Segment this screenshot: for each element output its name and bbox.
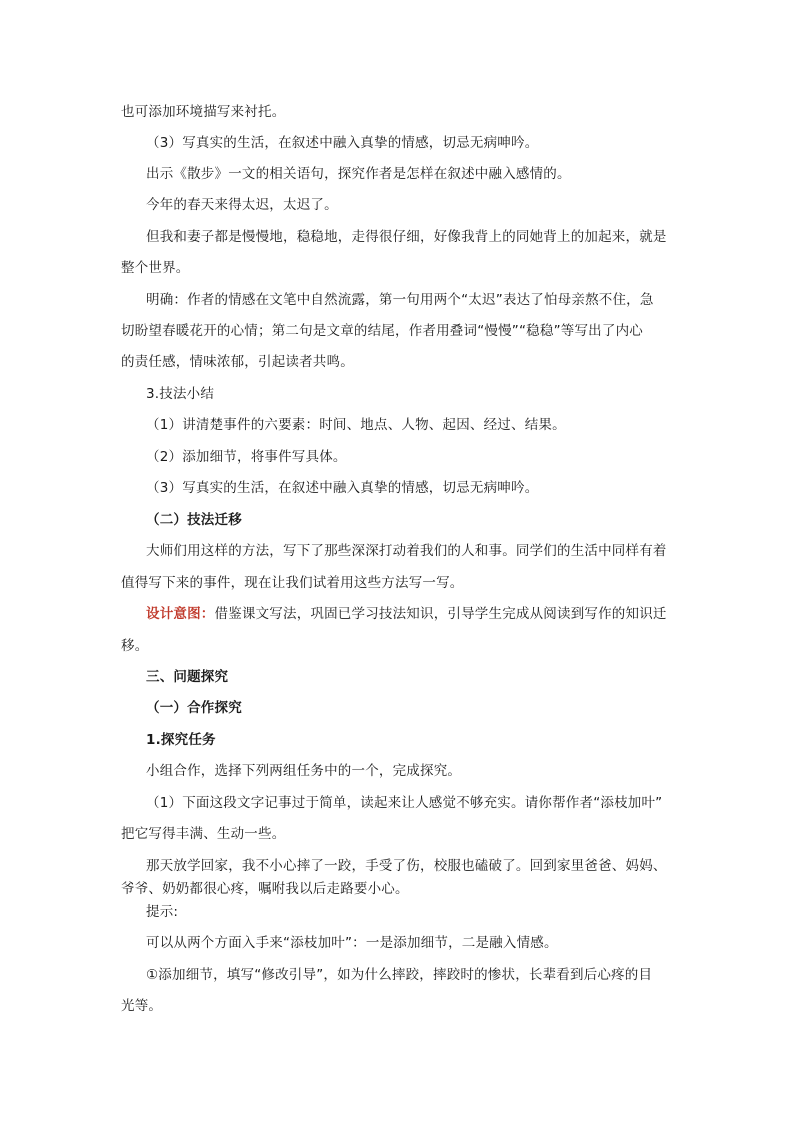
paragraph-line: ①添加细节，填写“修改引导”，如为什么摔跤，摔跤时的惨状，长辈看到后心疼的目 — [146, 967, 653, 983]
paragraph-line: 提示: — [146, 904, 179, 920]
paragraph-line: 出示《散步》一文的相关语句，探究作者是怎样在叙述中融入感情的。 — [146, 166, 571, 182]
quote-line: 那天放学回家，我不小心摔了一跤，手受了伤，校服也磕破了。回到家里爸爸、妈妈、 — [146, 858, 667, 874]
paragraph-line: 光等。 — [121, 998, 163, 1014]
design-intent-text: 借鉴课文写法，巩固已学习技法知识，引导学生完成从阅读到写作的知识迁 — [214, 606, 667, 622]
paragraph-line: （2）添加细节，将事件写具体。 — [146, 449, 347, 465]
quote-line: 爷爷、奶奶都很心疼，嘱咐我以后走路要小心。 — [121, 881, 409, 897]
quote-line: 但我和妻子都是慢慢地，稳稳地，走得很仔细，好像我背上的同她背上的加起来，就是 — [146, 229, 667, 245]
paragraph-line — [146, 605, 667, 623]
paragraph-line: 的责任感，情味浓郁，引起读者共鸣。 — [121, 354, 354, 370]
paragraph-line: （3）写真实的生活，在叙述中融入真挚的情感，切忌无病呻吟。 — [146, 135, 539, 151]
paragraph-line: 可以从两个方面入手来“添枝加叶”：一是添加细节，二是融入情感。 — [146, 935, 558, 951]
section-heading: 三、问题探究 — [146, 669, 229, 685]
paragraph-line: 值得写下来的事件，现在让我们试着用这些方法写一写。 — [121, 575, 464, 591]
paragraph-line: 把它写得丰满、生动一些。 — [121, 826, 286, 842]
paragraph-line: （1）下面这段文字记事过于简单，读起来让人感觉不够充实。请你帮作者“添枝加叶” — [146, 795, 663, 811]
section-heading: 1.探究任务 — [146, 732, 216, 748]
quote-line: 今年的春天来得太迟，太迟了。 — [146, 197, 338, 213]
design-intent-label: 设计意图： — [146, 606, 215, 622]
paragraph-line: 小组合作，选择下列两组任务中的一个，完成探究。 — [146, 763, 462, 779]
section-heading: （一）合作探究 — [146, 700, 242, 716]
paragraph-line: （3）写真实的生活，在叙述中融入真挚的情感，切忌无病呻吟。 — [146, 480, 539, 496]
paragraph-line: （1）讲清楚事件的六要素：时间、地点、人物、起因、经过、结果。 — [146, 417, 566, 433]
quote-line: 整个世界。 — [121, 260, 190, 276]
paragraph-line: 大师们用这样的方法，写下了那些深深打动着我们的人和事。同学们的生活中同样有着 — [146, 543, 667, 559]
paragraph-line: 切盼望春暖花开的心情；第二句是文章的结尾，作者用叠词“慢慢”“稳稳”等写出了内心 — [121, 323, 643, 339]
paragraph-line: 明确：作者的情感在文笔中自然流露，第一句用两个“太迟”表达了怕母亲熬不住，急 — [146, 292, 654, 308]
paragraph-line: 也可添加环境描写来衬托。 — [121, 104, 286, 120]
paragraph-line: 移。 — [121, 638, 149, 654]
section-heading: （二）技法迁移 — [146, 512, 242, 528]
section-heading: 3.技法小结 — [146, 386, 215, 402]
